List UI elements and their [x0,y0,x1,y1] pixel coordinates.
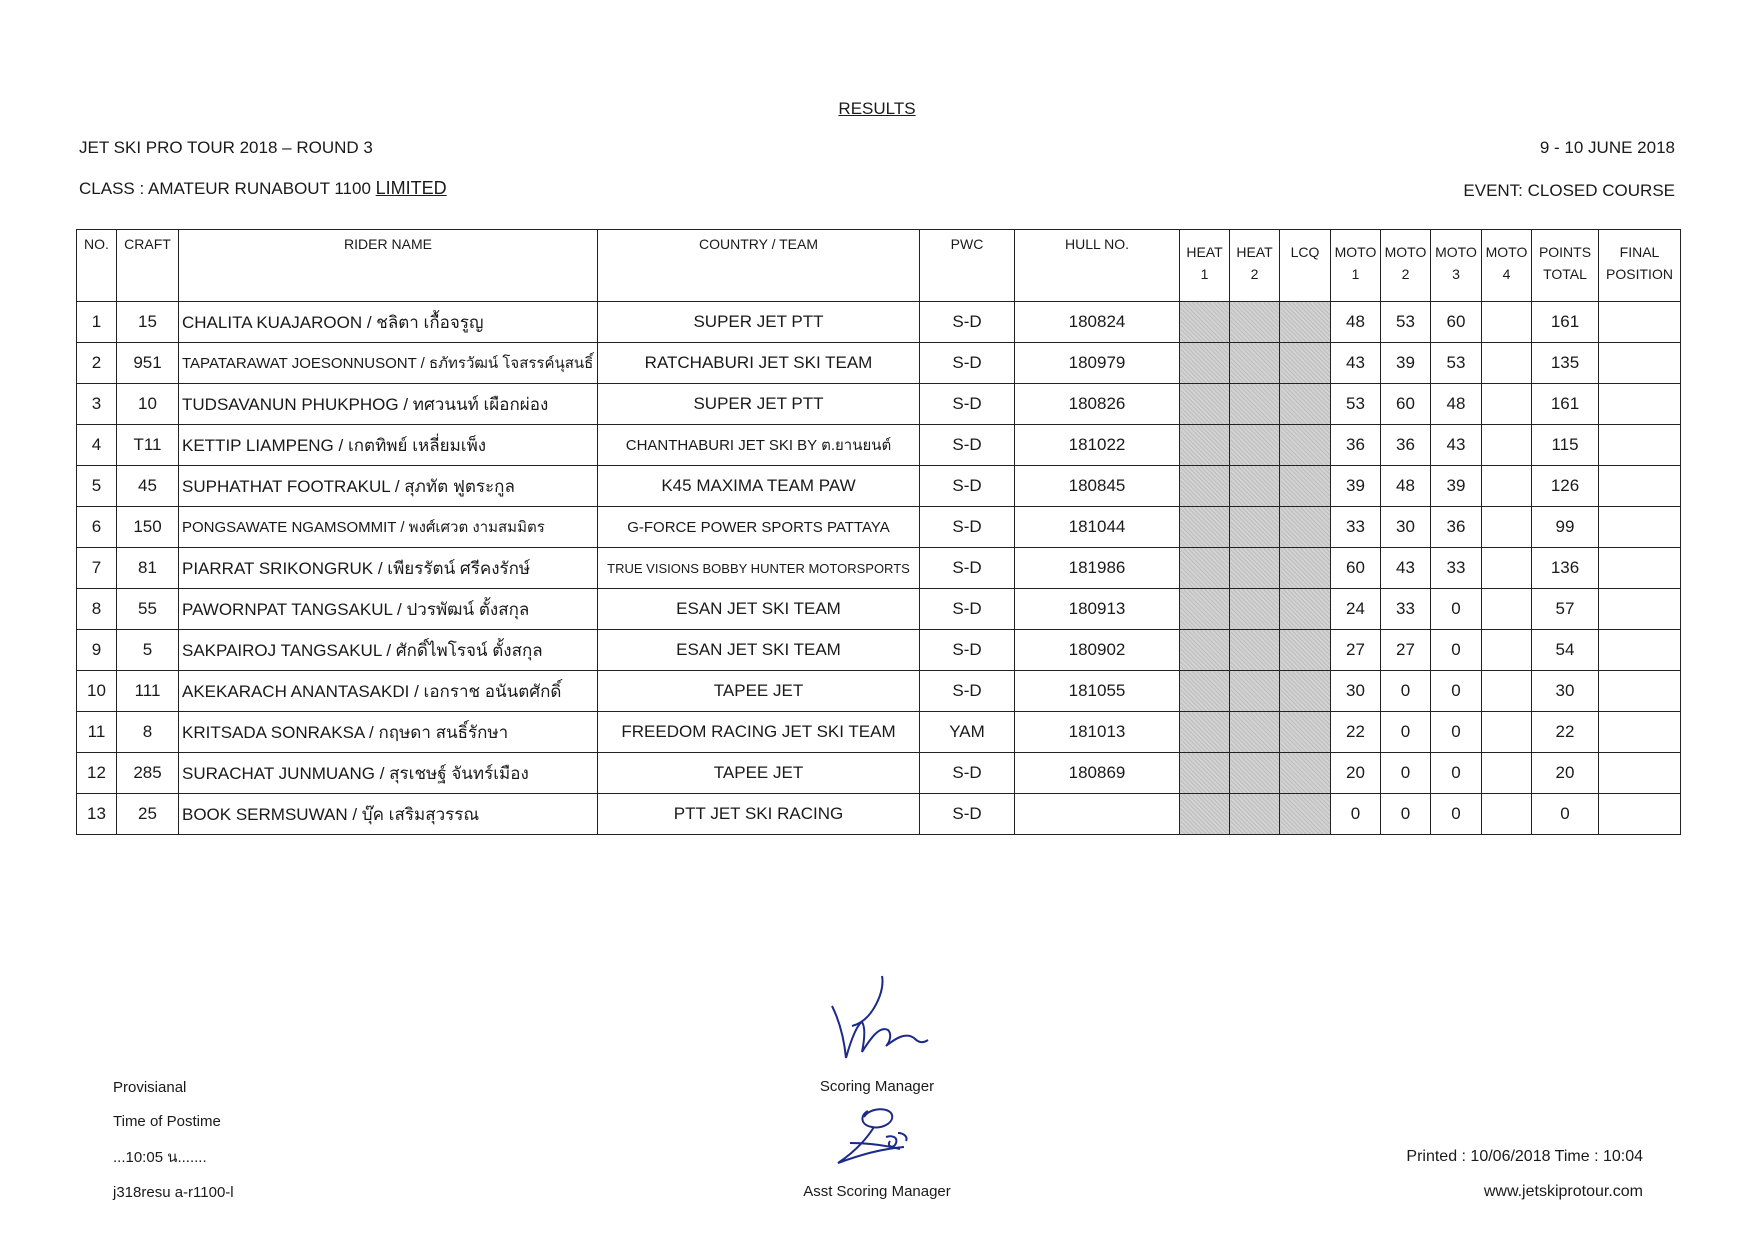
cell-moto4 [1482,753,1532,794]
cell-moto3: 36 [1431,507,1482,548]
cell-no: 11 [77,712,117,753]
header-moto1-b: 1 [1351,266,1360,282]
cell-moto2: 30 [1381,507,1431,548]
cell-pwc: YAM [920,712,1015,753]
header-lcq-a: LCQ [1290,244,1320,260]
cell-final [1599,753,1681,794]
header-points-b: TOTAL [1543,266,1587,282]
cell-no: 8 [77,589,117,630]
header-moto4-a: MOTO [1485,244,1528,260]
table-row [77,466,1681,507]
cell-heat2 [1230,384,1280,425]
cell-heat2 [1230,466,1280,507]
cell-hull: 180913 [1015,589,1180,630]
cell-moto3: 43 [1431,425,1482,466]
cell-heat2 [1230,425,1280,466]
cell-heat1 [1180,753,1230,794]
cell-moto2: 33 [1381,589,1431,630]
cell-team: TAPEE JET [598,753,920,794]
cell-moto3: 39 [1431,466,1482,507]
cell-heat1 [1180,466,1230,507]
cell-moto1: 20 [1331,753,1381,794]
cell-moto1: 22 [1331,712,1381,753]
cell-no: 2 [77,343,117,384]
cell-moto3: 48 [1431,384,1482,425]
cell-craft: 285 [117,753,179,794]
cell-moto1: 27 [1331,630,1381,671]
cell-moto4 [1482,507,1532,548]
cell-moto4 [1482,548,1532,589]
cell-hull: 181013 [1015,712,1180,753]
cell-pwc: S-D [920,466,1015,507]
cell-moto1: 60 [1331,548,1381,589]
cell-hull: 180824 [1015,302,1180,343]
cell-final [1599,548,1681,589]
cell-no: 7 [77,548,117,589]
cell-moto3: 53 [1431,343,1482,384]
cell-hull: 180979 [1015,343,1180,384]
cell-hull: 180902 [1015,630,1180,671]
table-header-row [77,230,1681,302]
cell-moto2: 39 [1381,343,1431,384]
header-moto4-b: 4 [1502,266,1511,282]
cell-moto2: 0 [1381,671,1431,712]
cell-rider: KRITSADA SONRAKSA / กฤษดา สนธิ์รักษา [179,712,598,753]
table-row [77,794,1681,835]
class-suffix: LIMITED [375,178,447,198]
cell-final [1599,671,1681,712]
table-row [77,630,1681,671]
cell-moto2: 0 [1381,794,1431,835]
cell-pwc: S-D [920,671,1015,712]
header-heat1 [1180,230,1230,302]
cell-moto2: 0 [1381,753,1431,794]
cell-team: RATCHABURI JET SKI TEAM [598,343,920,384]
event-name: JET SKI PRO TOUR 2018 – ROUND 3 [79,138,373,157]
cell-final [1599,712,1681,753]
cell-total: 20 [1532,753,1599,794]
header-moto2-b: 2 [1401,266,1410,282]
cell-lcq [1280,302,1331,343]
class-label [79,178,447,199]
header-pwc: PWC [920,230,1015,302]
time-of-postime-label: Time of Postime [113,1113,221,1130]
cell-moto2: 43 [1381,548,1431,589]
cell-craft: 55 [117,589,179,630]
header-points-a: POINTS [1538,244,1592,260]
cell-lcq [1280,466,1331,507]
results-table [76,229,1681,835]
cell-lcq [1280,753,1331,794]
event-date: 9 - 10 JUNE 2018 [1539,138,1675,157]
cell-craft: 81 [117,548,179,589]
cell-team: SUPER JET PTT [598,302,920,343]
cell-moto4 [1482,630,1532,671]
cell-moto3: 60 [1431,302,1482,343]
cell-moto3: 0 [1431,753,1482,794]
header-moto2 [1381,230,1431,302]
header-rider: RIDER NAME [179,230,598,302]
cell-heat1 [1180,589,1230,630]
cell-heat2 [1230,302,1280,343]
cell-total: 22 [1532,712,1599,753]
cell-total: 54 [1532,630,1599,671]
header-heat2-a: HEAT [1236,244,1273,260]
cell-pwc: S-D [920,548,1015,589]
cell-heat1 [1180,548,1230,589]
cell-pwc: S-D [920,384,1015,425]
cell-moto4 [1482,466,1532,507]
cell-moto4 [1482,589,1532,630]
cell-final [1599,343,1681,384]
cell-rider: PAWORNPAT TANGSAKUL / ปวรพัฒน์ ตั้งสกุล [179,589,598,630]
header-heat2 [1230,230,1280,302]
cell-team: G-FORCE POWER SPORTS PATTAYA [598,507,920,548]
cell-heat1 [1180,384,1230,425]
table-row [77,507,1681,548]
class-prefix: CLASS : AMATEUR RUNABOUT 1100 [79,179,376,198]
cell-pwc: S-D [920,630,1015,671]
cell-heat1 [1180,712,1230,753]
cell-final [1599,466,1681,507]
header-craft: CRAFT [117,230,179,302]
header-moto1 [1331,230,1381,302]
header-points [1532,230,1599,302]
cell-moto4 [1482,302,1532,343]
cell-rider: AKEKARACH ANANTASAKDI / เอกราช อนันตศักดิ์ [179,671,598,712]
cell-hull [1015,794,1180,835]
cell-total: 30 [1532,671,1599,712]
cell-moto3: 33 [1431,548,1482,589]
cell-moto2: 53 [1381,302,1431,343]
cell-moto1: 36 [1331,425,1381,466]
cell-final [1599,302,1681,343]
post-time-value: ...10:05 น....... [113,1149,207,1166]
provisional-label: Provisianal [113,1079,187,1096]
header-final [1599,230,1681,302]
cell-lcq [1280,507,1331,548]
cell-lcq [1280,384,1331,425]
cell-heat1 [1180,343,1230,384]
cell-no: 1 [77,302,117,343]
cell-hull: 181044 [1015,507,1180,548]
cell-total: 126 [1532,466,1599,507]
cell-pwc: S-D [920,753,1015,794]
header-moto4 [1482,230,1532,302]
cell-heat1 [1180,630,1230,671]
cell-craft: 10 [117,384,179,425]
cell-no: 12 [77,753,117,794]
cell-team: TAPEE JET [598,671,920,712]
event-type: EVENT: CLOSED COURSE [1463,181,1675,200]
table-row [77,753,1681,794]
cell-team: K45 MAXIMA TEAM PAW [598,466,920,507]
cell-no: 6 [77,507,117,548]
cell-moto2: 48 [1381,466,1431,507]
asst-scoring-manager-signature [820,1103,930,1175]
cell-no: 5 [77,466,117,507]
cell-final [1599,507,1681,548]
cell-moto1: 39 [1331,466,1381,507]
cell-rider: PONGSAWATE NGAMSOMMIT / พงศ์เศวต งามสมมิตร [179,507,598,548]
cell-lcq [1280,343,1331,384]
cell-lcq [1280,425,1331,466]
table-row [77,384,1681,425]
header-moto3 [1431,230,1482,302]
scoring-manager-signature [822,972,934,1068]
cell-pwc: S-D [920,589,1015,630]
cell-moto1: 30 [1331,671,1381,712]
header-final-a: FINAL [1619,244,1660,260]
cell-heat1 [1180,507,1230,548]
cell-moto2: 0 [1381,712,1431,753]
cell-heat2 [1230,507,1280,548]
cell-heat2 [1230,712,1280,753]
cell-moto1: 0 [1331,794,1381,835]
cell-heat2 [1230,794,1280,835]
cell-pwc: S-D [920,343,1015,384]
table-row [77,548,1681,589]
cell-lcq [1280,548,1331,589]
table-row [77,589,1681,630]
cell-total: 115 [1532,425,1599,466]
cell-total: 135 [1532,343,1599,384]
cell-moto4 [1482,794,1532,835]
cell-heat1 [1180,302,1230,343]
cell-final [1599,384,1681,425]
cell-rider: SUPHATHAT FOOTRAKUL / สุภทัต ฟูตระกูล [179,466,598,507]
cell-pwc: S-D [920,507,1015,548]
header-lcq [1280,230,1331,302]
cell-lcq [1280,671,1331,712]
scoring-manager-label: Scoring Manager [819,1078,935,1095]
cell-team: ESAN JET SKI TEAM [598,630,920,671]
cell-heat2 [1230,630,1280,671]
cell-lcq [1280,712,1331,753]
cell-hull: 180845 [1015,466,1180,507]
table-row [77,425,1681,466]
cell-no: 3 [77,384,117,425]
cell-final [1599,794,1681,835]
cell-moto2: 27 [1381,630,1431,671]
cell-heat2 [1230,548,1280,589]
header-hull: HULL NO. [1015,230,1180,302]
cell-heat1 [1180,425,1230,466]
cell-craft: 25 [117,794,179,835]
cell-total: 99 [1532,507,1599,548]
cell-rider: PIARRAT SRIKONGRUK / เพียรรัตน์ ศรีคงรักษ์ [179,548,598,589]
cell-hull: 181986 [1015,548,1180,589]
header-moto1-a: MOTO [1334,244,1377,260]
cell-moto2: 60 [1381,384,1431,425]
cell-moto3: 0 [1431,794,1482,835]
cell-rider: TAPATARAWAT JOESONNUSONT / ธภัทรวัฒน์ โจสรรค์นุสนธิ์ [179,343,598,384]
cell-team: CHANTHABURI JET SKI BY ต.ยานยนต์ [598,425,920,466]
cell-craft: 951 [117,343,179,384]
cell-heat1 [1180,671,1230,712]
cell-rider: KETTIP LIAMPENG / เกตทิพย์ เหลี่ยมเพ็ง [179,425,598,466]
cell-rider: SAKPAIROJ TANGSAKUL / ศักดิ์ไพโรจน์ ตั้งสกุล [179,630,598,671]
cell-moto1: 24 [1331,589,1381,630]
cell-no: 10 [77,671,117,712]
cell-craft: 5 [117,630,179,671]
header-heat2-b: 2 [1250,266,1259,282]
cell-no: 4 [77,425,117,466]
cell-final [1599,589,1681,630]
cell-moto1: 48 [1331,302,1381,343]
website-label: www.jetskiprotour.com [1483,1183,1643,1200]
table-row [77,671,1681,712]
cell-moto3: 0 [1431,589,1482,630]
cell-total: 136 [1532,548,1599,589]
cell-total: 57 [1532,589,1599,630]
cell-hull: 181055 [1015,671,1180,712]
cell-moto3: 0 [1431,712,1482,753]
header-final-b: POSITION [1606,266,1673,282]
cell-moto4 [1482,425,1532,466]
cell-team: FREEDOM RACING JET SKI TEAM [598,712,920,753]
page-title: RESULTS [838,99,916,118]
header-moto2-a: MOTO [1384,244,1427,260]
cell-moto1: 43 [1331,343,1381,384]
cell-no: 9 [77,630,117,671]
cell-moto4 [1482,343,1532,384]
cell-team: TRUE VISIONS BOBBY HUNTER MOTORSPORTS [598,548,920,589]
cell-heat1 [1180,794,1230,835]
cell-heat2 [1230,343,1280,384]
cell-moto4 [1482,671,1532,712]
header-moto3-b: 3 [1452,266,1460,282]
cell-hull: 180869 [1015,753,1180,794]
cell-hull: 181022 [1015,425,1180,466]
cell-pwc: S-D [920,794,1015,835]
cell-final [1599,630,1681,671]
cell-heat2 [1230,671,1280,712]
header-no: NO. [77,230,117,302]
cell-pwc: S-D [920,302,1015,343]
cell-total: 161 [1532,302,1599,343]
asst-scoring-manager-label: Asst Scoring Manager [803,1183,951,1200]
cell-rider: SURACHAT JUNMUANG / สุรเชษฐ์ จันทร์เมือง [179,753,598,794]
cell-moto4 [1482,712,1532,753]
cell-lcq [1280,589,1331,630]
cell-team: PTT JET SKI RACING [598,794,920,835]
cell-team: ESAN JET SKI TEAM [598,589,920,630]
cell-craft: T11 [117,425,179,466]
cell-craft: 45 [117,466,179,507]
header-team: COUNTRY / TEAM [598,230,920,302]
cell-lcq [1280,794,1331,835]
cell-total: 161 [1532,384,1599,425]
cell-moto4 [1482,384,1532,425]
document-code: j318resu a-r1100-l [113,1184,234,1201]
cell-craft: 15 [117,302,179,343]
header-heat1-a: HEAT [1186,244,1223,260]
cell-heat2 [1230,589,1280,630]
cell-hull: 180826 [1015,384,1180,425]
cell-heat2 [1230,753,1280,794]
cell-rider: CHALITA KUAJAROON / ชลิตา เกื้อจรูญ [179,302,598,343]
cell-craft: 8 [117,712,179,753]
cell-craft: 111 [117,671,179,712]
table-row [77,302,1681,343]
cell-lcq [1280,630,1331,671]
cell-total: 0 [1532,794,1599,835]
cell-moto1: 53 [1331,384,1381,425]
cell-moto1: 33 [1331,507,1381,548]
table-row [77,712,1681,753]
cell-moto3: 0 [1431,671,1482,712]
cell-final [1599,425,1681,466]
cell-team: SUPER JET PTT [598,384,920,425]
cell-moto3: 0 [1431,630,1482,671]
cell-pwc: S-D [920,425,1015,466]
cell-craft: 150 [117,507,179,548]
printed-timestamp: Printed : 10/06/2018 Time : 10:04 [1406,1148,1643,1165]
cell-rider: TUDSAVANUN PHUKPHOG / ทศวนนท์ เผือกผ่อง [179,384,598,425]
table-row [77,343,1681,384]
cell-no: 13 [77,794,117,835]
cell-rider: BOOK SERMSUWAN / บุ๊ค เสริมสุวรรณ [179,794,598,835]
header-heat1-b: 1 [1200,266,1209,282]
cell-moto2: 36 [1381,425,1431,466]
header-moto3-a: MOTO [1435,244,1477,260]
